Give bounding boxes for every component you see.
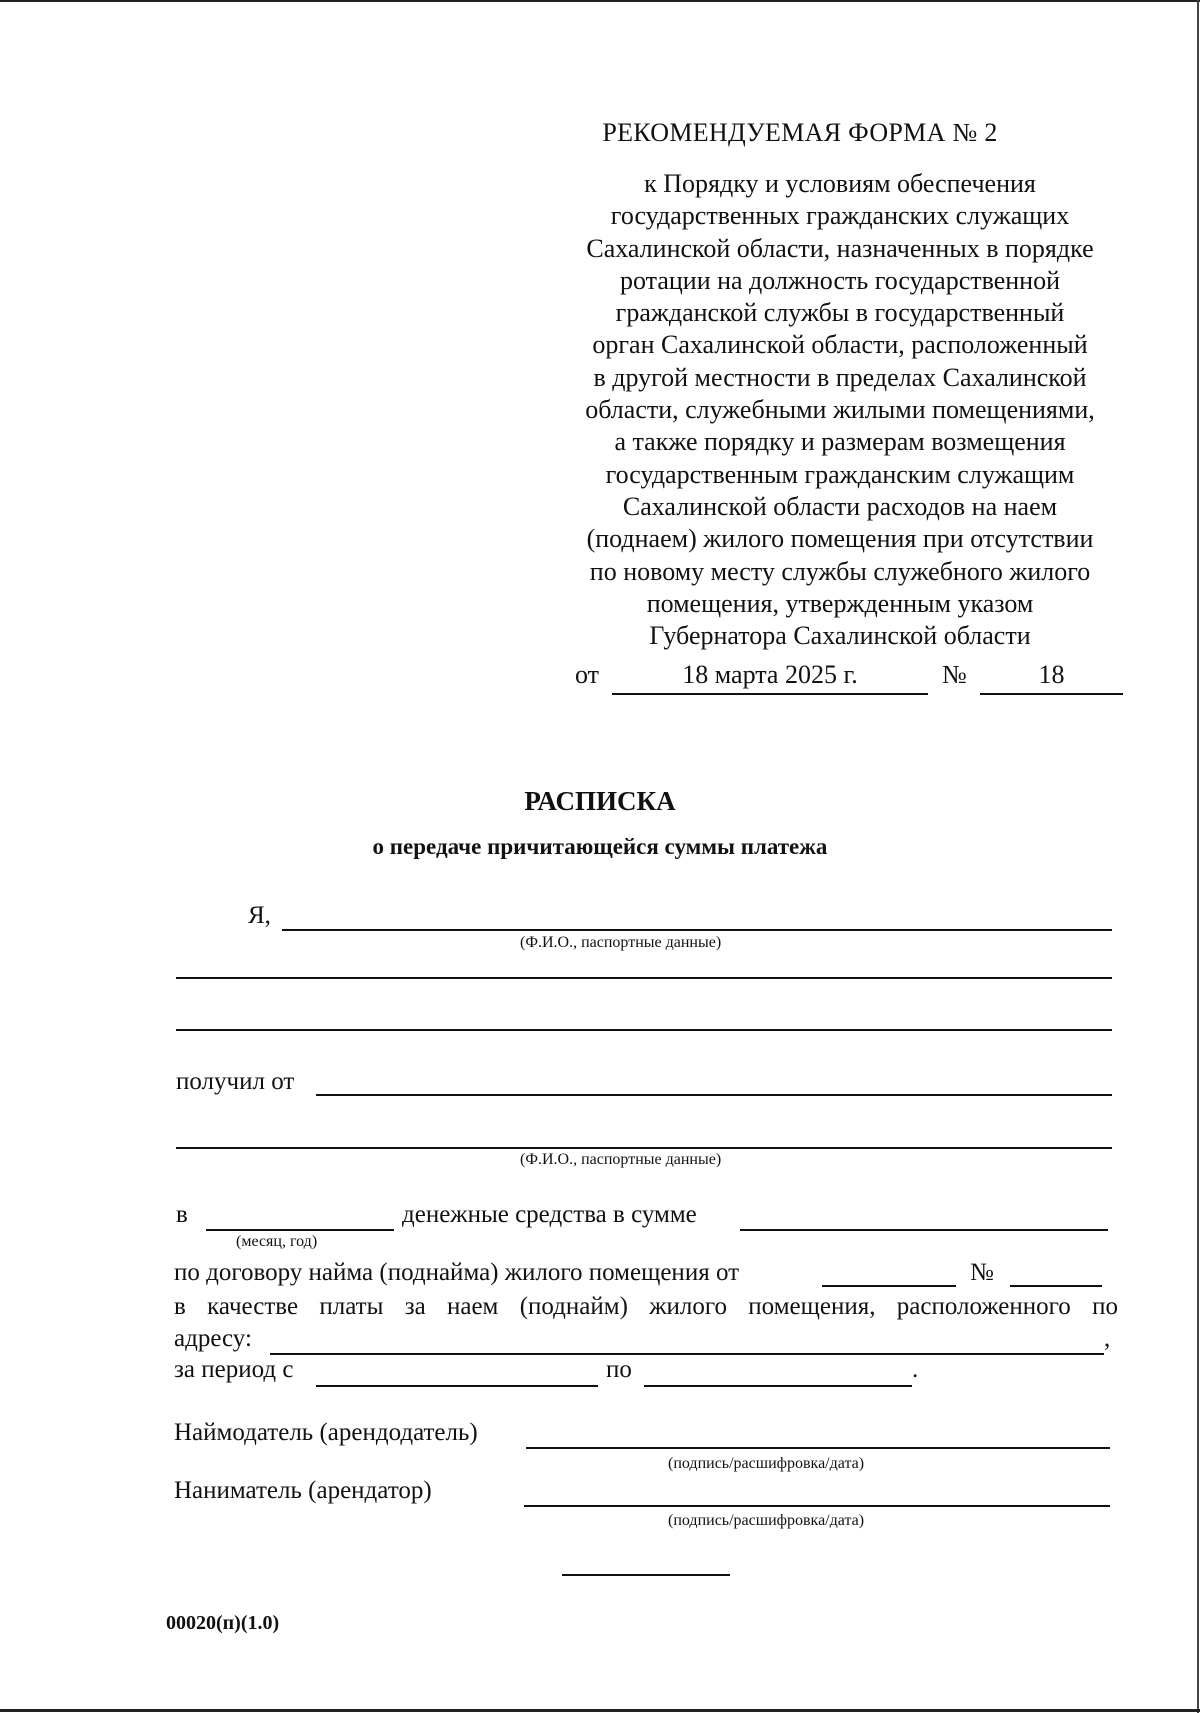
decree-number: 18 <box>1038 660 1065 689</box>
header-line: государственным гражданским служащим <box>605 459 1075 489</box>
form-title: РЕКОМЕНДУЕМАЯ ФОРМА № 2 <box>602 118 998 147</box>
landlord-label: Наймодатель (арендодатель) <box>174 1419 478 1446</box>
amount-line[interactable] <box>740 1229 1108 1231</box>
tenant-signature-line[interactable] <box>524 1505 1110 1507</box>
sender-fio-line[interactable] <box>316 1094 1112 1096</box>
recipient-fio-line-2[interactable] <box>176 977 1112 979</box>
document-title: РАСПИСКА <box>524 786 676 816</box>
end-separator-line <box>562 1574 730 1576</box>
contract-label: по договору найма (поднайма) жилого помещения от <box>174 1259 740 1286</box>
header-line: Сахалинской области, назначенных в порядке <box>586 233 1094 263</box>
month-year-hint: (месяц, год) <box>236 1233 318 1250</box>
landlord-signature-hint: (подпись/расшифровка/дата) <box>668 1455 865 1472</box>
header-line: ротации на должность государственной <box>619 265 1061 295</box>
fio-hint-2: (Ф.И.О., паспортные данные) <box>520 1151 722 1168</box>
address-label: адресу: <box>174 1325 252 1352</box>
contract-number-line[interactable] <box>1010 1285 1102 1287</box>
header-line: помещения, утвержденным указом <box>646 588 1034 618</box>
address-line[interactable] <box>270 1353 1104 1355</box>
decree-date: 18 марта 2025 г. <box>682 660 858 689</box>
contract-date-line[interactable] <box>822 1285 956 1287</box>
period-to-line[interactable] <box>644 1385 912 1387</box>
payment-text: в качестве платы за наем (поднайм) жилого помещения, расположенного по <box>174 1293 1118 1320</box>
page-border-bottom <box>0 1709 1200 1712</box>
header-line: (поднаем) жилого помещения при отсутствии <box>586 524 1094 554</box>
period-label: за период с <box>174 1356 294 1383</box>
document-subtitle: о передаче причитающейся суммы платежа <box>372 834 828 859</box>
header-appendix-text <box>540 168 1140 652</box>
header-line: по новому месту службы служебного жилого <box>589 556 1091 586</box>
header-line: орган Сахалинской области, расположенный <box>592 330 1088 360</box>
tenant-signature-hint: (подпись/расшифровка/дата) <box>668 1512 865 1529</box>
date-prefix: от <box>575 660 600 689</box>
form-code: 00020(п)(1.0) <box>166 1612 280 1634</box>
date-underline <box>612 693 928 695</box>
header-line: Сахалинской области расходов на наем <box>622 491 1058 521</box>
landlord-signature-line[interactable] <box>526 1447 1110 1449</box>
header-line: государственных гражданских служащих <box>610 201 1070 231</box>
number-prefix: № <box>942 660 967 689</box>
address-end: , <box>1104 1325 1111 1352</box>
fio-hint: (Ф.И.О., паспортные данные) <box>520 934 722 951</box>
period-to-label: по <box>606 1356 632 1383</box>
period-end: . <box>912 1356 919 1383</box>
in-label: в <box>176 1201 188 1228</box>
header-line: Губернатора Сахалинской области <box>649 621 1031 651</box>
sender-fio-line-2[interactable] <box>176 1147 1112 1149</box>
header-line: к Порядку и условиям обеспечения <box>644 169 1036 198</box>
page-border-top <box>0 0 1200 2</box>
header-line: в другой местности в пределах Сахалинской <box>593 362 1087 392</box>
tenant-label: Наниматель (арендатор) <box>174 1477 432 1504</box>
number-underline <box>980 693 1123 695</box>
header-line: гражданской службы в государственный <box>615 298 1065 328</box>
money-label: денежные средства в сумме <box>402 1201 697 1228</box>
month-year-line[interactable] <box>206 1229 394 1231</box>
recipient-fio-line[interactable] <box>282 929 1112 931</box>
header-line: области, служебными жилыми помещениями, <box>585 395 1095 425</box>
recipient-fio-line-3[interactable] <box>176 1029 1112 1031</box>
i-label: Я, <box>248 902 271 929</box>
received-from-label: получил от <box>176 1068 295 1095</box>
header-line: а также порядку и размерам возмещения <box>614 427 1066 457</box>
period-from-line[interactable] <box>316 1385 598 1387</box>
contract-number-label: № <box>970 1259 994 1286</box>
